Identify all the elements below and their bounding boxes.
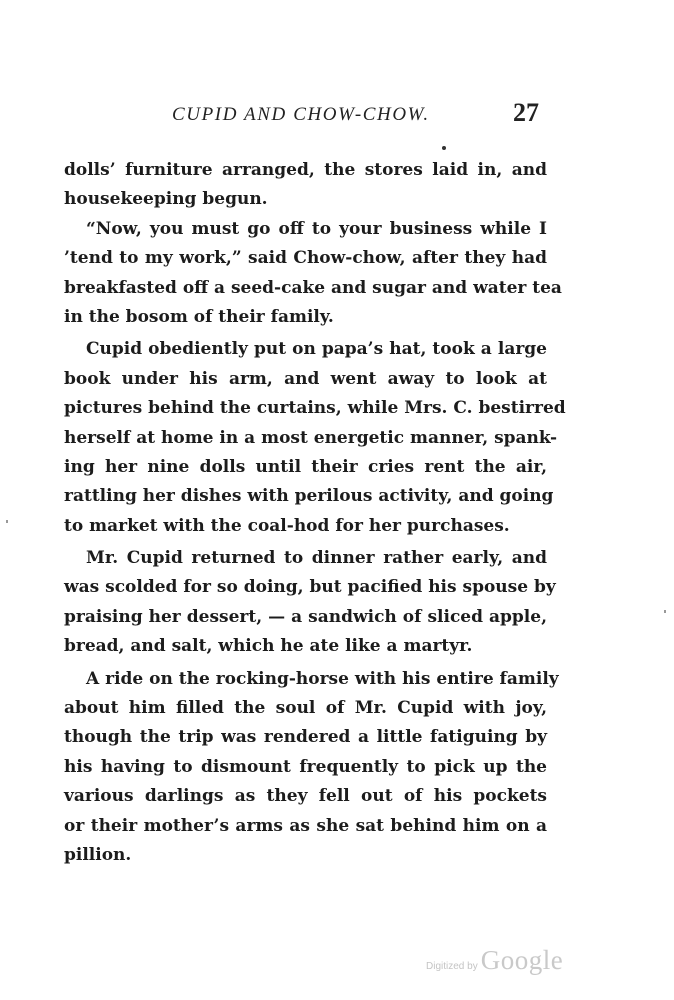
digitized-watermark [426, 945, 563, 981]
margin-speck [6, 520, 8, 523]
google-logo: Google [480, 945, 564, 975]
text-line: though the trip was rendered a little fatiguing by [64, 727, 547, 748]
text-line: dolls’ furniture arranged, the stores laid in, and [64, 160, 547, 180]
text-line: bread, and salt, which he ate like a martyr. [64, 636, 473, 657]
ink-speck [442, 146, 446, 150]
text-line: Mr. Cupid returned to dinner rather early, and [86, 548, 547, 569]
text-line: “Now, you must go off to your business while I [86, 218, 547, 239]
running-title: CUPID AND CHOW-CHOW. [172, 104, 430, 125]
text-line: Cupid obediently put on papa’s hat, took a large [86, 339, 547, 360]
page-number: 27 [513, 98, 539, 127]
text-line: herself at home in a most energetic manner, spank- [64, 427, 558, 448]
body-text [64, 156, 566, 870]
text-line: ing her nine dolls until their cries rent the air, [64, 456, 547, 477]
text-line: A ride on the rocking-horse with his entire family [86, 668, 559, 689]
text-line: his having to dismount frequently to pick up the [64, 756, 547, 777]
running-head [0, 98, 674, 138]
text-line: about him filled the soul of Mr. Cupid with joy, [64, 698, 547, 719]
text-line: to market with the coal-hod for her purchases. [64, 515, 510, 536]
margin-speck [664, 610, 666, 613]
text-line: or their mother’s arms as she sat behind him on a [64, 815, 547, 836]
watermark-prefix: Digitized by [426, 961, 478, 972]
text-line: in the bosom of their family. [64, 306, 334, 327]
text-line: praising her dessert, — a sandwich of sliced apple, [64, 606, 547, 627]
text-line: ’tend to my work,” said Chow-chow, after they had [64, 248, 547, 269]
text-line: rattling her dishes with perilous activity, and going [64, 486, 554, 507]
text-line: housekeeping begun. [64, 189, 268, 210]
text-line: various darlings as they fell out of his pockets [64, 786, 547, 807]
text-line: pictures behind the curtains, while Mrs. C. bestirred [64, 398, 566, 419]
text-line: was scolded for so doing, but pacified his spouse by [64, 577, 556, 598]
text-line: book under his arm, and went away to look at [64, 368, 547, 389]
text-line: pillion. [64, 844, 132, 865]
text-line: breakfasted off a seed-cake and sugar and water tea [64, 277, 562, 298]
